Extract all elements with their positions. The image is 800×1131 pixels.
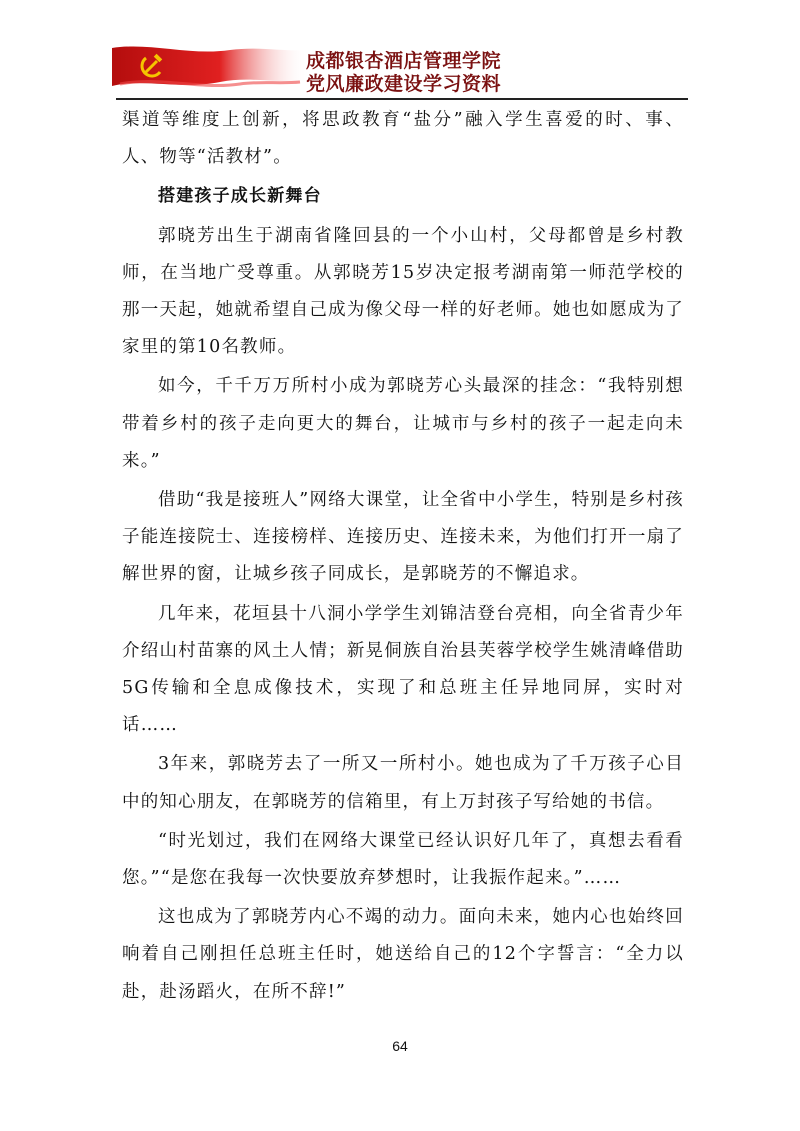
header-title-material: 党风廉政建设学习资料 <box>306 73 502 95</box>
page-header <box>110 40 688 102</box>
paragraph: 这也成为了郭晓芳内心不竭的动力。面向未来，她内心也始终回响着自己刚担任总班主任时，她送给自己的12个字誓言：“全力以赴，赴汤蹈火，在所不辞!” <box>122 907 684 1002</box>
page-number: 64 <box>392 1038 408 1054</box>
paragraph: 几年来，花垣县十八洞小学学生刘锦洁登台亮相，向全省青少年介绍山村苗寨的风土人情；新晃侗族自治县芙蓉学校学生姚清峰借助5G传输和全息成像技术，实现了和总班主任异地同屏，实时对话…… <box>122 603 684 736</box>
header-divider <box>116 98 688 100</box>
paragraph: 渠道等维度上创新，将思政教育“盐分”融入学生喜爱的时、事、人、物等“活教材”。 <box>122 110 684 168</box>
article-body <box>122 102 684 1011</box>
paragraph: 3年来，郭晓芳去了一所又一所村小。她也成为了千万孩子心目中的知心朋友，在郭晓芳的信箱里，有上万封孩子写给她的书信。 <box>122 754 684 812</box>
paragraph: 郭晓芳出生于湖南省隆回县的一个小山村，父母都曾是乡村教师，在当地广受尊重。从郭晓芳15岁决定报考湖南第一师范学校的那一天起，她就希望自己成为像父母一样的好老师。她也如愿成为了家里的第10名教师。 <box>122 225 684 358</box>
section-heading: 搭建孩子成长新舞台 <box>158 186 322 207</box>
party-flag-logo <box>110 40 310 102</box>
paragraph: 借助“我是接班人”网络大课堂，让全省中小学生，特别是乡村孩子能连接院士、连接榜样、连接历史、连接未来，为他们打开一扇了解世界的窗，让城乡孩子同成长，是郭晓芳的不懈追求。 <box>122 490 684 585</box>
paragraph: “时光划过，我们在网络大课堂已经认识好几年了，真想去看看您。”“是您在我每一次快要放弃梦想时，让我振作起来。”…… <box>122 830 684 889</box>
header-title-school: 成都银杏酒店管理学院 <box>306 50 502 72</box>
paragraph: 如今，千千万万所村小成为郭晓芳心头最深的挂念：“我特别想带着乡村的孩子走向更大的舞台，让城市与乡村的孩子一起走向未来。” <box>122 376 684 471</box>
